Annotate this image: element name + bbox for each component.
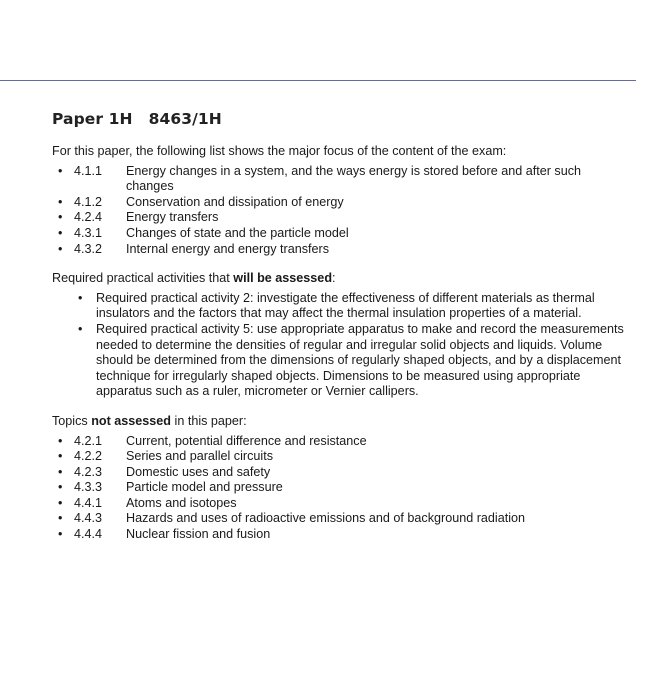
spec-code: 4.3.2	[74, 241, 103, 256]
bullet: •	[58, 163, 63, 178]
spec-text: Atoms and isotopes	[126, 495, 237, 510]
paper-name: Paper 1H	[52, 110, 133, 128]
spec-code: 4.4.4	[74, 527, 103, 542]
practical-text: Required practical activity 2: investigate the effectiveness of different materials as thermal insulators and the factors that may affect the thermal insulation properties of a material.	[96, 290, 595, 321]
bullet: •	[78, 290, 83, 305]
list-item	[58, 495, 642, 512]
spec-code: 4.2.2	[74, 449, 103, 464]
page-title	[52, 110, 642, 128]
spec-text: Series and parallel circuits	[126, 449, 273, 464]
bullet: •	[58, 495, 63, 510]
list-item	[58, 511, 642, 527]
bullet: •	[58, 433, 63, 448]
list-item	[58, 480, 642, 496]
spec-code: 4.3.1	[74, 225, 103, 240]
bullet: •	[78, 321, 83, 336]
not-assessed-list	[52, 434, 642, 543]
spec-code: 4.4.1	[74, 495, 103, 510]
spec-code: 4.1.2	[74, 194, 103, 209]
intro-text: For this paper, the following list shows the major focus of the content of the exam:	[52, 144, 507, 158]
spec-code: 4.4.3	[74, 511, 103, 526]
paper-code: 8463/1H	[148, 110, 222, 128]
spec-text: Energy changes in a system, and the ways energy is stored before and after such changes	[126, 163, 582, 194]
not-assessed-section	[52, 414, 642, 543]
heading-prefix: Required practical activities that	[52, 271, 234, 286]
list-item	[78, 321, 642, 400]
list-item	[78, 290, 642, 322]
list-item	[58, 433, 642, 450]
bullet: •	[58, 210, 63, 225]
spec-text: Hazards and uses of radioactive emissions and of background radiation	[126, 511, 526, 526]
required-practicals-section	[52, 271, 642, 400]
bullet: •	[58, 480, 63, 495]
list-item	[58, 194, 642, 211]
spec-text: Current, potential difference and resistance	[126, 433, 367, 448]
section-heading	[52, 271, 642, 287]
heading-suffix: in this paper:	[171, 413, 247, 428]
spec-text: Domestic uses and safety	[126, 464, 271, 479]
bullet: •	[58, 511, 63, 526]
focus-list	[52, 164, 642, 258]
heading-prefix: Topics	[52, 413, 92, 428]
spec-text: Nuclear fission and fusion	[126, 527, 271, 542]
top-divider	[0, 80, 636, 81]
spec-text: Energy transfers	[126, 210, 219, 225]
bullet: •	[58, 464, 63, 479]
spec-text: Particle model and pressure	[126, 480, 283, 495]
list-item	[58, 241, 642, 258]
list-item	[58, 449, 642, 465]
section-heading	[52, 414, 642, 430]
bullet: •	[58, 225, 63, 240]
spec-text: Changes of state and the particle model	[126, 225, 349, 240]
practical-text: Required practical activity 5: use appropriate apparatus to make and record the measurements needed to determine the densities of regular and irregular solid objects and liquids. Volume should be determined from the dimensions of regularly shaped objects, and by a displacement technique for irregularly shaped objects. Dimensions to be measured using appropriate apparatus such as a ruler, micrometer or Vernier callipers.	[96, 321, 624, 399]
spec-code: 4.2.1	[74, 433, 103, 448]
bullet: •	[58, 194, 63, 209]
spec-text: Internal energy and energy transfers	[126, 241, 330, 256]
list-item	[58, 527, 642, 543]
heading-emphasis: will be assessed	[233, 271, 333, 286]
spec-code: 4.2.3	[74, 464, 103, 479]
practicals-list	[52, 291, 642, 400]
spec-code: 4.2.4	[74, 210, 103, 225]
spec-code: 4.1.1	[74, 163, 103, 178]
list-item	[58, 225, 642, 242]
bullet: •	[58, 241, 63, 256]
document-content	[52, 110, 642, 543]
spec-code: 4.3.3	[74, 480, 103, 495]
bullet: •	[58, 449, 63, 464]
list-item	[58, 163, 642, 195]
spec-text: Conservation and dissipation of energy	[126, 194, 344, 209]
list-item	[58, 210, 642, 226]
heading-suffix: :	[332, 271, 336, 286]
bullet: •	[58, 527, 63, 542]
heading-emphasis: not assessed	[91, 413, 172, 428]
list-item	[58, 464, 642, 481]
